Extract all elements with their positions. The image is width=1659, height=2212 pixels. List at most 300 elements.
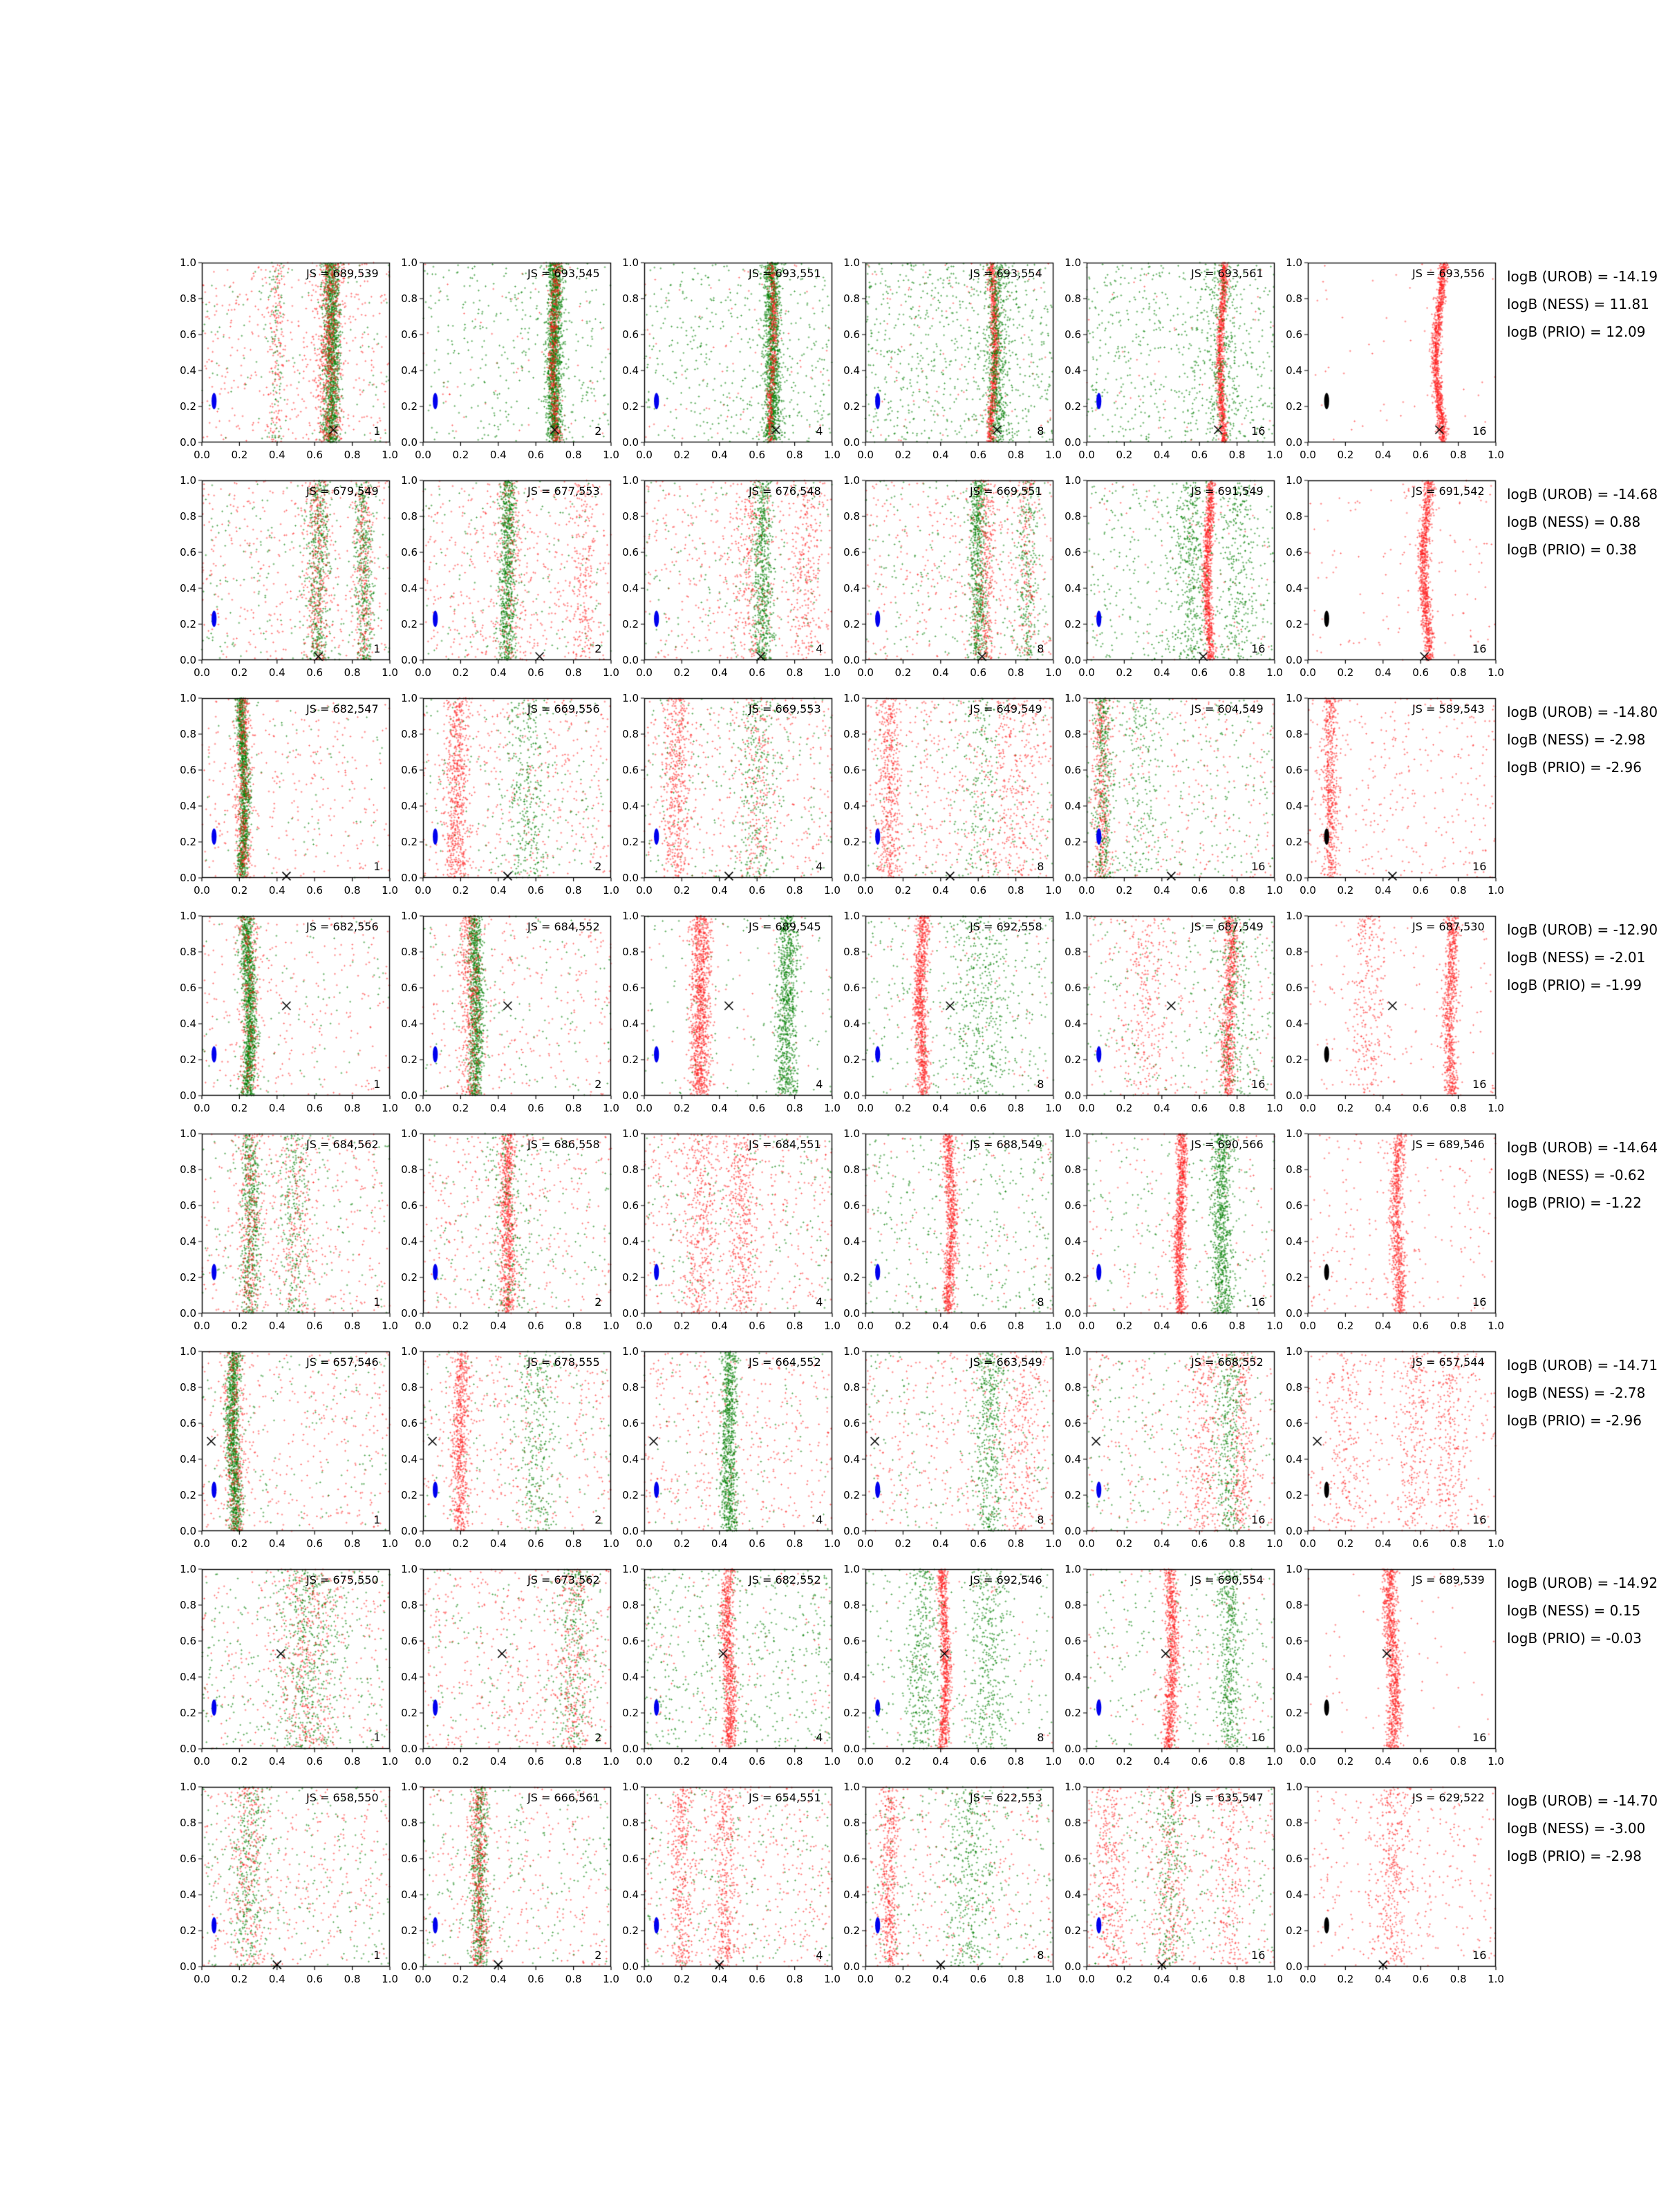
y-tick-label: 0.4 [1065,1453,1081,1465]
x-tick-label: 0.0 [857,1755,874,1768]
y-tick-label: 0.8 [622,1163,639,1176]
js-value-label: JS = 677,553 [527,485,600,498]
y-tick-label: 0.4 [622,1671,639,1683]
y-tick-label: 0.0 [1286,1307,1302,1320]
x-tick-label: 0.2 [894,1320,912,1332]
y-tick-label: 1.0 [180,1781,196,1793]
x-tick-label: 1.0 [824,449,841,461]
y-tick-label: 0.0 [622,654,639,666]
y-tick-label: 1.0 [622,1563,639,1575]
y-tick-label: 0.6 [401,328,418,341]
logb-line-prio: logB (PRIO) = 12.09 [1507,324,1646,340]
panel-count-label: 1 [373,1513,381,1526]
x-tick-label: 0.6 [1191,1755,1208,1768]
y-tick-label: 0.6 [1065,1635,1081,1647]
x-tick-label: 0.8 [1007,1755,1024,1768]
x-tick-label: 0.2 [1337,884,1354,897]
y-tick-label: 0.0 [622,1089,639,1102]
y-tick-label: 0.0 [1286,872,1302,884]
x-tick-label: 0.4 [268,1973,285,1985]
y-tick-label: 0.4 [1065,1018,1081,1030]
x-tick-label: 0.4 [489,449,507,461]
js-value-label: JS = 688,549 [970,1138,1042,1151]
panel-r5c3 [622,1127,841,1341]
panel-r3c4 [843,692,1062,906]
y-tick-label: 0.2 [401,1053,418,1066]
y-tick-label: 0.0 [843,654,860,666]
x-tick-label: 0.6 [306,1320,324,1332]
y-tick-label: 0.6 [1286,1199,1302,1212]
scatter-canvas [639,260,836,449]
y-tick-label: 0.6 [1286,764,1302,776]
y-tick-label: 0.0 [843,436,860,449]
x-tick-label: 0.6 [749,1320,766,1332]
x-tick-label: 0.4 [1153,1973,1170,1985]
x-tick-label: 0.0 [415,1537,431,1550]
scatter-canvas [196,1566,394,1756]
y-tick-label: 0.6 [843,764,860,776]
x-tick-label: 0.6 [306,1537,324,1550]
x-tick-label: 0.0 [194,666,210,679]
y-tick-label: 0.0 [401,1960,418,1973]
js-value-label: JS = 689,546 [1412,1138,1485,1151]
js-value-label: JS = 689,545 [749,920,821,933]
x-tick-label: 0.0 [636,666,653,679]
js-value-label: JS = 676,548 [749,485,821,498]
panel-count-label: 4 [816,1078,823,1091]
panel-count-label: 4 [816,1295,823,1309]
logb-line-ness: logB (NESS) = 0.88 [1507,514,1641,530]
y-tick-label: 0.6 [843,546,860,559]
x-tick-label: 0.2 [452,449,469,461]
x-tick-label: 0.0 [1300,1755,1316,1768]
scatter-canvas [1081,1784,1279,1974]
panel-r7c3 [622,1563,841,1777]
y-tick-label: 0.6 [180,1635,196,1647]
y-tick-label: 0.0 [180,436,196,449]
panel-count-label: 4 [816,424,823,438]
y-tick-label: 0.0 [1065,1743,1081,1755]
x-tick-label: 0.0 [636,449,653,461]
x-tick-label: 0.6 [749,1537,766,1550]
x-tick-label: 0.2 [452,1973,469,1985]
y-tick-label: 1.0 [843,256,860,269]
y-tick-label: 0.2 [1286,1271,1302,1284]
y-tick-label: 0.4 [843,582,860,594]
x-tick-label: 0.0 [1300,1102,1316,1114]
x-tick-label: 1.0 [1266,1973,1283,1985]
panel-count-label: 16 [1251,1078,1266,1091]
x-tick-label: 1.0 [603,1320,619,1332]
y-tick-label: 1.0 [1286,910,1302,922]
x-tick-label: 0.4 [932,1320,949,1332]
scatter-canvas [1302,1349,1500,1538]
panel-count-label: 16 [1251,1731,1266,1744]
js-value-label: JS = 687,530 [1412,920,1485,933]
x-tick-label: 0.8 [1450,1755,1467,1768]
x-tick-label: 0.4 [1374,666,1391,679]
x-tick-label: 0.8 [344,666,361,679]
x-tick-label: 0.0 [194,884,210,897]
x-tick-label: 0.0 [1078,1973,1095,1985]
y-tick-label: 0.6 [180,1853,196,1865]
panel-count-label: 2 [594,642,602,655]
y-tick-label: 0.2 [180,1707,196,1719]
y-tick-label: 0.8 [401,292,418,305]
js-value-label: JS = 668,552 [1191,1356,1264,1369]
y-tick-label: 0.8 [180,728,196,740]
x-tick-label: 0.4 [711,884,728,897]
y-tick-label: 1.0 [401,1345,418,1358]
x-tick-label: 0.2 [1337,1537,1354,1550]
panel-r8c5 [1065,1781,1283,1994]
x-tick-label: 0.4 [711,666,728,679]
x-tick-label: 0.6 [306,666,324,679]
scatter-canvas [196,260,394,449]
x-tick-label: 0.4 [711,1537,728,1550]
x-tick-label: 0.2 [673,1320,691,1332]
panel-r7c5 [1065,1563,1283,1777]
scatter-canvas [1081,478,1279,667]
y-tick-label: 0.0 [401,872,418,884]
y-tick-label: 0.6 [1286,328,1302,341]
x-tick-label: 0.2 [1337,1755,1354,1768]
x-tick-label: 0.0 [194,1973,210,1985]
y-tick-label: 0.6 [1065,1853,1081,1865]
logb-line-urob: logB (UROB) = -14.64 [1507,1139,1658,1156]
y-tick-label: 0.0 [622,1743,639,1755]
x-tick-label: 0.2 [673,884,691,897]
panel-count-label: 16 [1472,424,1487,438]
x-tick-label: 0.8 [344,1102,361,1114]
y-tick-label: 0.6 [622,1635,639,1647]
x-tick-label: 0.6 [1412,666,1430,679]
y-tick-label: 0.8 [401,946,418,958]
y-tick-label: 1.0 [1286,256,1302,269]
y-tick-label: 0.2 [1065,1053,1081,1066]
y-tick-label: 1.0 [1065,256,1081,269]
y-tick-label: 0.2 [622,1707,639,1719]
logb-line-prio: logB (PRIO) = -1.99 [1507,977,1642,993]
scatter-canvas [860,1784,1058,1974]
y-tick-label: 0.8 [622,292,639,305]
panel-r3c2 [401,692,619,906]
y-tick-label: 0.2 [180,618,196,630]
x-tick-label: 0.6 [527,1320,545,1332]
y-tick-label: 0.4 [622,364,639,377]
y-tick-label: 0.2 [401,836,418,848]
y-tick-label: 1.0 [1065,1127,1081,1140]
panel-r1c4 [843,256,1062,470]
js-value-label: JS = 682,547 [306,702,379,715]
scatter-canvas [418,913,615,1103]
y-tick-label: 1.0 [843,1127,860,1140]
y-tick-label: 0.0 [843,1307,860,1320]
y-tick-label: 0.4 [1065,800,1081,812]
panel-r3c6 [1286,692,1504,906]
y-tick-label: 0.4 [180,1671,196,1683]
panel-r1c5 [1065,256,1283,470]
x-tick-label: 0.8 [565,1320,582,1332]
y-tick-label: 0.6 [401,764,418,776]
x-tick-label: 1.0 [1488,1755,1504,1768]
x-tick-label: 0.8 [786,449,803,461]
logb-line-prio: logB (PRIO) = -2.96 [1507,759,1642,776]
y-tick-label: 0.0 [843,1525,860,1537]
y-tick-label: 0.0 [180,1307,196,1320]
x-tick-label: 0.6 [527,666,545,679]
x-tick-label: 0.2 [673,1102,691,1114]
panel-r6c3 [622,1345,841,1559]
js-value-label: JS = 673,562 [527,1573,600,1586]
y-tick-label: 0.4 [1286,364,1302,377]
y-tick-label: 0.2 [401,400,418,413]
x-tick-label: 0.4 [932,884,949,897]
x-tick-label: 0.2 [673,1755,691,1768]
x-tick-label: 0.0 [1078,884,1095,897]
x-tick-label: 0.2 [452,1320,469,1332]
y-tick-label: 0.8 [622,510,639,523]
js-value-label: JS = 649,549 [970,702,1042,715]
panel-r4c6 [1286,910,1504,1123]
y-tick-label: 0.8 [401,1817,418,1829]
scatter-canvas [860,695,1058,885]
y-tick-label: 0.4 [622,1453,639,1465]
x-tick-label: 0.6 [1191,1102,1208,1114]
x-tick-label: 0.8 [1007,1537,1024,1550]
logb-line-urob: logB (UROB) = -14.19 [1507,268,1658,285]
panel-r4c5 [1065,910,1283,1123]
y-tick-label: 0.0 [1286,436,1302,449]
y-tick-label: 0.6 [1065,1417,1081,1430]
x-tick-label: 0.6 [1412,884,1430,897]
y-tick-label: 0.0 [180,1960,196,1973]
logb-line-ness: logB (NESS) = -0.62 [1507,1167,1646,1183]
y-tick-label: 0.8 [401,1599,418,1611]
x-tick-label: 1.0 [603,666,619,679]
panel-count-label: 4 [816,1731,823,1744]
panel-count-label: 1 [373,1078,381,1091]
y-tick-label: 0.2 [622,836,639,848]
x-tick-label: 1.0 [824,1537,841,1550]
x-tick-label: 0.0 [1300,884,1316,897]
x-tick-label: 0.8 [1228,1320,1246,1332]
panel-r4c1 [180,910,398,1123]
y-tick-label: 0.4 [401,364,418,377]
panel-count-label: 16 [1251,1295,1266,1309]
x-tick-label: 0.8 [1228,884,1246,897]
x-tick-label: 0.6 [749,666,766,679]
x-tick-label: 0.2 [673,1537,691,1550]
y-tick-label: 0.6 [180,1199,196,1212]
y-tick-label: 0.0 [1065,654,1081,666]
y-tick-label: 0.0 [1286,1089,1302,1102]
x-tick-label: 0.0 [857,449,874,461]
x-tick-label: 0.4 [711,1755,728,1768]
x-tick-label: 0.2 [1337,449,1354,461]
scatter-canvas [1081,695,1279,885]
x-tick-label: 0.8 [565,884,582,897]
panel-r1c1 [180,256,398,470]
x-tick-label: 0.0 [857,1102,874,1114]
y-tick-label: 1.0 [843,1563,860,1575]
x-tick-label: 0.4 [1374,1537,1391,1550]
scatter-canvas [1302,695,1500,885]
x-tick-label: 0.8 [344,449,361,461]
scatter-canvas [196,1349,394,1538]
y-tick-label: 0.6 [622,982,639,994]
x-tick-label: 1.0 [1045,1973,1062,1985]
x-tick-label: 0.2 [894,449,912,461]
x-tick-label: 0.6 [306,884,324,897]
y-tick-label: 0.4 [843,1453,860,1465]
js-value-label: JS = 669,553 [749,702,821,715]
panel-r5c5 [1065,1127,1283,1341]
y-tick-label: 1.0 [180,474,196,487]
panel-count-label: 8 [1037,642,1044,655]
x-tick-label: 0.8 [565,1102,582,1114]
y-tick-label: 0.8 [843,1599,860,1611]
y-tick-label: 1.0 [1065,692,1081,704]
x-tick-label: 0.4 [1374,1320,1391,1332]
x-tick-label: 0.0 [415,1973,431,1985]
scatter-canvas [196,1131,394,1320]
x-tick-label: 0.0 [415,1102,431,1114]
js-value-label: JS = 686,558 [527,1138,600,1151]
y-tick-label: 0.4 [401,1453,418,1465]
y-tick-label: 0.4 [180,1018,196,1030]
y-tick-label: 0.6 [1286,1417,1302,1430]
y-tick-label: 0.0 [622,1960,639,1973]
x-tick-label: 0.4 [711,1102,728,1114]
x-tick-label: 0.6 [306,1973,324,1985]
x-tick-label: 0.2 [452,884,469,897]
x-tick-label: 0.4 [711,1973,728,1985]
y-tick-label: 0.6 [1065,982,1081,994]
x-tick-label: 0.4 [489,1102,507,1114]
x-tick-label: 0.8 [1450,1973,1467,1985]
x-tick-label: 0.0 [1300,449,1316,461]
y-tick-label: 0.6 [401,1417,418,1430]
x-tick-label: 0.2 [1116,884,1133,897]
y-tick-label: 1.0 [1286,1563,1302,1575]
y-tick-label: 0.8 [622,946,639,958]
panel-r6c1 [180,1345,398,1559]
x-tick-label: 0.2 [894,1102,912,1114]
x-tick-label: 0.4 [489,666,507,679]
y-tick-label: 0.6 [180,982,196,994]
panel-r4c4 [843,910,1062,1123]
y-tick-label: 0.0 [843,1743,860,1755]
y-tick-label: 0.2 [401,1924,418,1937]
y-tick-label: 0.0 [622,1525,639,1537]
y-tick-label: 0.6 [401,546,418,559]
panel-count-label: 16 [1472,1078,1487,1091]
y-tick-label: 0.8 [1286,946,1302,958]
js-value-label: JS = 693,554 [970,267,1042,280]
js-value-label: JS = 684,552 [527,920,600,933]
panel-r3c1 [180,692,398,906]
x-tick-label: 0.6 [749,884,766,897]
x-tick-label: 0.6 [527,1755,545,1768]
y-tick-label: 0.0 [1286,1960,1302,1973]
y-tick-label: 0.8 [622,728,639,740]
x-tick-label: 0.8 [1450,449,1467,461]
scatter-canvas [1081,1131,1279,1320]
y-tick-label: 0.4 [622,1888,639,1901]
x-tick-label: 0.8 [565,1973,582,1985]
panel-r7c4 [843,1563,1062,1777]
scatter-canvas [418,1131,615,1320]
y-tick-label: 0.4 [1065,1235,1081,1248]
y-tick-label: 0.8 [1065,1817,1081,1829]
y-tick-label: 1.0 [622,1345,639,1358]
y-tick-label: 0.8 [843,510,860,523]
x-tick-label: 1.0 [1266,1102,1283,1114]
y-tick-label: 0.2 [622,618,639,630]
y-tick-label: 1.0 [180,910,196,922]
x-tick-label: 1.0 [1045,1755,1062,1768]
x-tick-label: 0.0 [1078,1102,1095,1114]
y-tick-label: 1.0 [843,1345,860,1358]
x-tick-label: 0.2 [673,666,691,679]
y-tick-label: 0.2 [180,836,196,848]
logb-line-prio: logB (PRIO) = -0.03 [1507,1630,1642,1647]
y-tick-label: 1.0 [1286,1345,1302,1358]
x-tick-label: 0.8 [1228,1973,1246,1985]
panel-count-label: 8 [1037,860,1044,873]
x-tick-label: 0.0 [194,1755,210,1768]
logb-line-urob: logB (UROB) = -14.68 [1507,486,1658,503]
x-tick-label: 0.4 [268,449,285,461]
y-tick-label: 0.6 [401,982,418,994]
y-tick-label: 0.8 [1286,1163,1302,1176]
y-tick-label: 0.0 [180,1525,196,1537]
x-tick-label: 0.8 [786,1973,803,1985]
panel-count-label: 16 [1251,860,1266,873]
js-value-label: JS = 691,542 [1412,485,1485,498]
x-tick-label: 0.8 [786,1537,803,1550]
y-tick-label: 0.8 [180,292,196,305]
x-tick-label: 0.2 [231,449,248,461]
x-tick-label: 0.2 [452,1537,469,1550]
x-tick-label: 1.0 [1488,1102,1504,1114]
x-tick-label: 0.6 [970,666,987,679]
scatter-canvas [1302,1131,1500,1320]
x-tick-label: 0.6 [970,1320,987,1332]
y-tick-label: 0.0 [401,436,418,449]
x-tick-label: 0.8 [1450,666,1467,679]
y-tick-label: 0.0 [622,436,639,449]
x-tick-label: 0.4 [268,1102,285,1114]
x-tick-label: 0.4 [1374,1973,1391,1985]
y-tick-label: 1.0 [1286,474,1302,487]
x-tick-label: 0.2 [231,1973,248,1985]
y-tick-label: 1.0 [401,910,418,922]
js-value-label: JS = 692,558 [970,920,1042,933]
x-tick-label: 0.8 [1007,666,1024,679]
logb-line-urob: logB (UROB) = -14.70 [1507,1792,1658,1809]
x-tick-label: 1.0 [1266,1537,1283,1550]
panel-count-label: 1 [373,1731,381,1744]
y-tick-label: 0.2 [1286,400,1302,413]
y-tick-label: 0.8 [1065,1163,1081,1176]
y-tick-label: 0.8 [622,1817,639,1829]
x-tick-label: 0.0 [857,1320,874,1332]
y-tick-label: 0.4 [401,800,418,812]
x-tick-label: 0.0 [415,1755,431,1768]
y-tick-label: 0.8 [180,1381,196,1394]
